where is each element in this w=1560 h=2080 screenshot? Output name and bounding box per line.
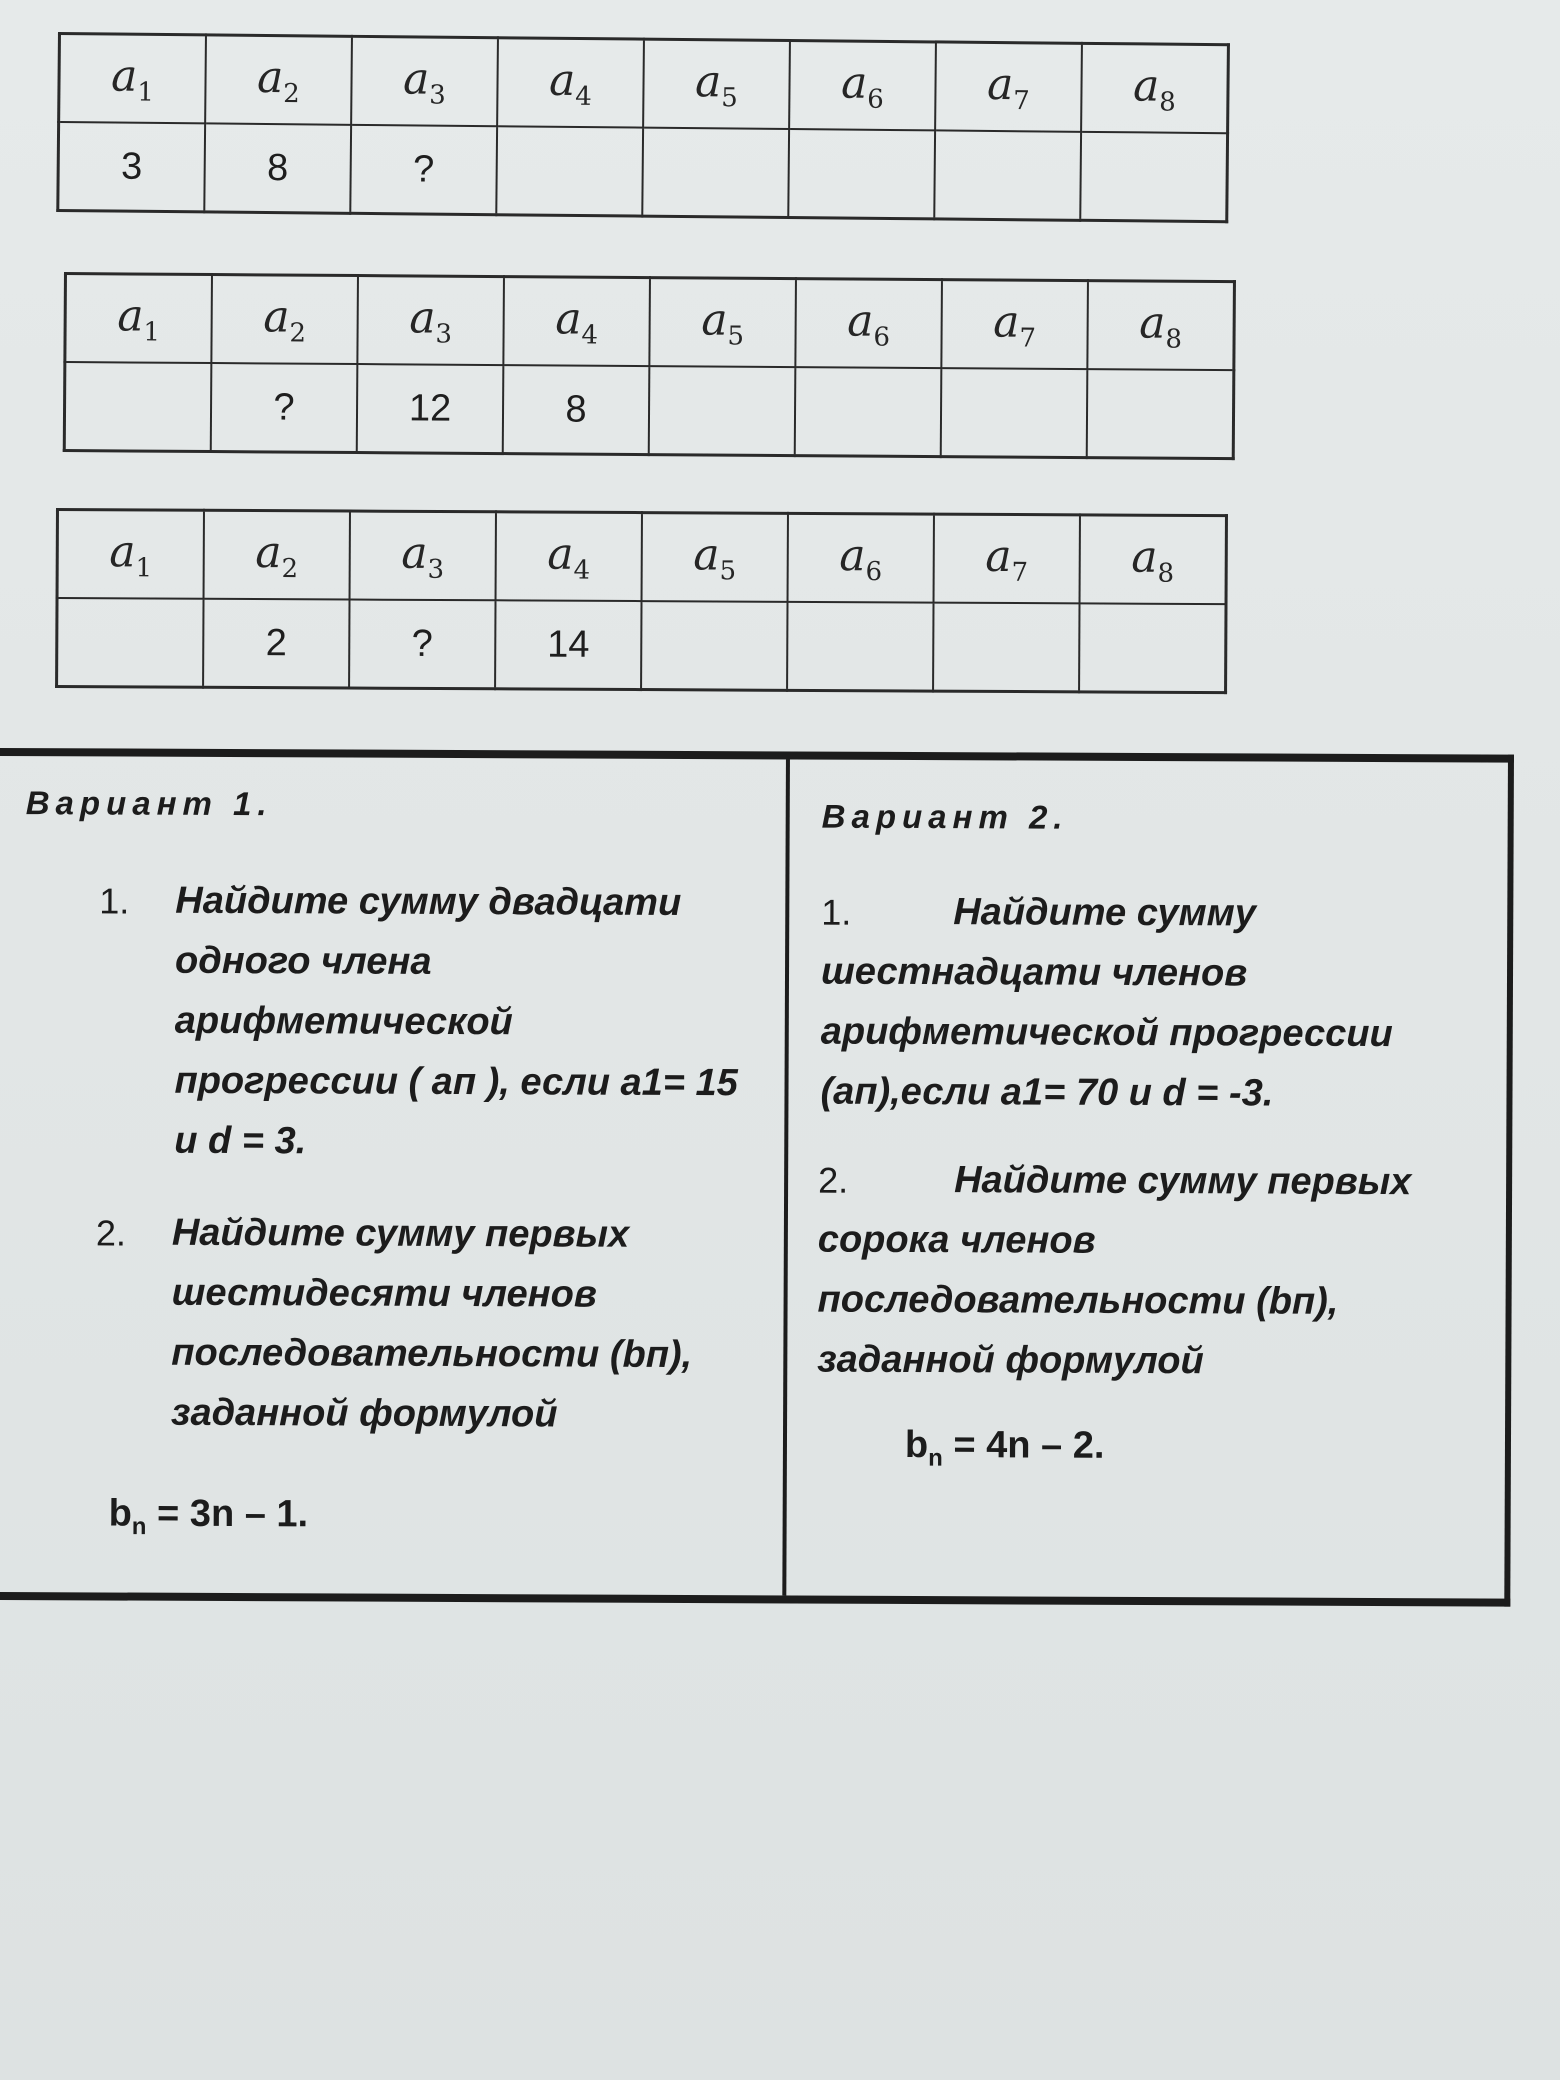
header-cell: $a_5$ — [649, 278, 796, 368]
task-line: заданной формулой — [171, 1391, 558, 1436]
task-2-text — [817, 1150, 1488, 1393]
header-cell: $a_6$ — [795, 279, 942, 369]
task-2-text — [171, 1203, 772, 1446]
header-cell: $a_1$ — [59, 34, 206, 124]
value-cell — [496, 126, 643, 216]
task-1-text — [820, 882, 1491, 1125]
formula-var: b — [108, 1492, 132, 1535]
task-line: заданной формулой — [817, 1338, 1204, 1383]
header-cell: $a_5$ — [643, 39, 790, 129]
value-cell — [934, 130, 1081, 220]
header-cell: $a_5$ — [642, 513, 788, 602]
value-cell — [787, 602, 933, 691]
sequence-table-3 — [55, 508, 1228, 694]
value-cell — [64, 362, 211, 452]
task-line: Найдите сумму первых — [171, 1211, 630, 1256]
value-cell: ? — [211, 363, 358, 453]
value-cell: 8 — [503, 365, 650, 455]
value-cell — [642, 128, 789, 218]
formula-rest: = 4n – 2. — [942, 1424, 1105, 1467]
sequence-table-1 — [56, 32, 1230, 223]
formula-b-n — [905, 1424, 1105, 1473]
value-cell — [1079, 603, 1226, 692]
variant-2-column — [790, 759, 1502, 1472]
table-header-row — [57, 510, 1226, 605]
table-header-row — [59, 34, 1229, 134]
header-cell: $a_8$ — [1080, 515, 1227, 604]
value-cell: 3 — [58, 122, 205, 212]
header-cell: $a_4$ — [503, 277, 650, 367]
task-line: прогрессии ( aп ), если a1= 15 — [174, 1059, 738, 1105]
table-value-row — [58, 122, 1228, 222]
variants-divider — [782, 759, 790, 1595]
task-line: шестнадцати членов — [820, 950, 1248, 995]
header-cell: $a_6$ — [789, 41, 936, 131]
task-line: последовательности (bп), — [171, 1331, 693, 1377]
task-1-number: 1. — [99, 880, 130, 922]
header-cell: $a_3$ — [350, 511, 496, 600]
value-cell: 12 — [357, 364, 504, 454]
task-2-number: 2. — [95, 1212, 127, 1254]
header-cell: $a_3$ — [351, 36, 498, 126]
task-1-number: 1. — [821, 891, 852, 933]
value-cell — [641, 601, 787, 690]
sequence-table-2 — [63, 272, 1236, 460]
value-cell: 14 — [495, 600, 641, 689]
header-cell: $a_7$ — [941, 280, 1088, 370]
task-line: одного члена — [174, 939, 432, 983]
task-line: Найдите сумму первых — [954, 1159, 1412, 1204]
variant-1-title: Вариант 1. — [25, 784, 273, 823]
value-cell: 2 — [203, 599, 349, 688]
value-cell: ? — [350, 125, 497, 215]
task-line: (aп),если a1= 70 и d = -3. — [820, 1070, 1274, 1115]
table-value-row — [57, 598, 1226, 693]
table-value-row — [64, 362, 1234, 459]
header-cell: $a_6$ — [788, 513, 934, 602]
value-cell — [649, 366, 796, 456]
value-cell — [788, 129, 935, 219]
value-cell — [1080, 132, 1227, 222]
header-cell: $a_7$ — [935, 42, 1082, 132]
header-cell: $a_2$ — [211, 275, 358, 365]
task-line: Найдите сумму — [953, 891, 1256, 935]
header-cell: $a_4$ — [496, 512, 642, 601]
variant-1-column — [0, 756, 786, 1541]
variants-box — [0, 748, 1514, 1607]
value-cell — [1087, 369, 1234, 459]
task-line: Найдите сумму двадцати — [175, 879, 682, 924]
task-line: шестидесяти членов — [171, 1271, 597, 1316]
formula-sub: n — [928, 1444, 943, 1472]
formula-sub: n — [131, 1513, 147, 1541]
header-cell: $a_2$ — [205, 35, 352, 125]
header-cell: $a_2$ — [204, 510, 350, 599]
formula-b-n — [109, 1492, 309, 1541]
header-cell: $a_8$ — [1081, 43, 1228, 133]
header-cell: $a_1$ — [65, 274, 212, 364]
header-cell: $a_1$ — [57, 510, 204, 599]
task-line: и d = 3. — [174, 1119, 307, 1163]
formula-rest: = 3n – 1. — [146, 1492, 309, 1536]
task-1-text — [174, 871, 775, 1174]
value-cell — [57, 598, 204, 687]
formula-var: b — [904, 1423, 929, 1467]
value-cell — [795, 367, 942, 457]
value-cell: ? — [349, 600, 495, 689]
task-line: сорока членов — [817, 1218, 1096, 1262]
task-line: арифметической прогрессии — [820, 1010, 1393, 1056]
table-header-row — [65, 274, 1235, 371]
task-line: последовательности (bп), — [817, 1278, 1339, 1323]
header-cell: $a_3$ — [357, 276, 504, 366]
value-cell: 8 — [204, 123, 351, 213]
task-line: арифметической — [174, 999, 513, 1044]
task-2-number: 2. — [818, 1159, 849, 1201]
value-cell — [933, 603, 1079, 692]
value-cell — [941, 368, 1088, 458]
header-cell: $a_7$ — [934, 514, 1080, 603]
header-cell: $a_8$ — [1087, 281, 1234, 371]
variant-2-title: Вариант 2. — [821, 797, 1069, 836]
header-cell: $a_4$ — [497, 38, 644, 128]
